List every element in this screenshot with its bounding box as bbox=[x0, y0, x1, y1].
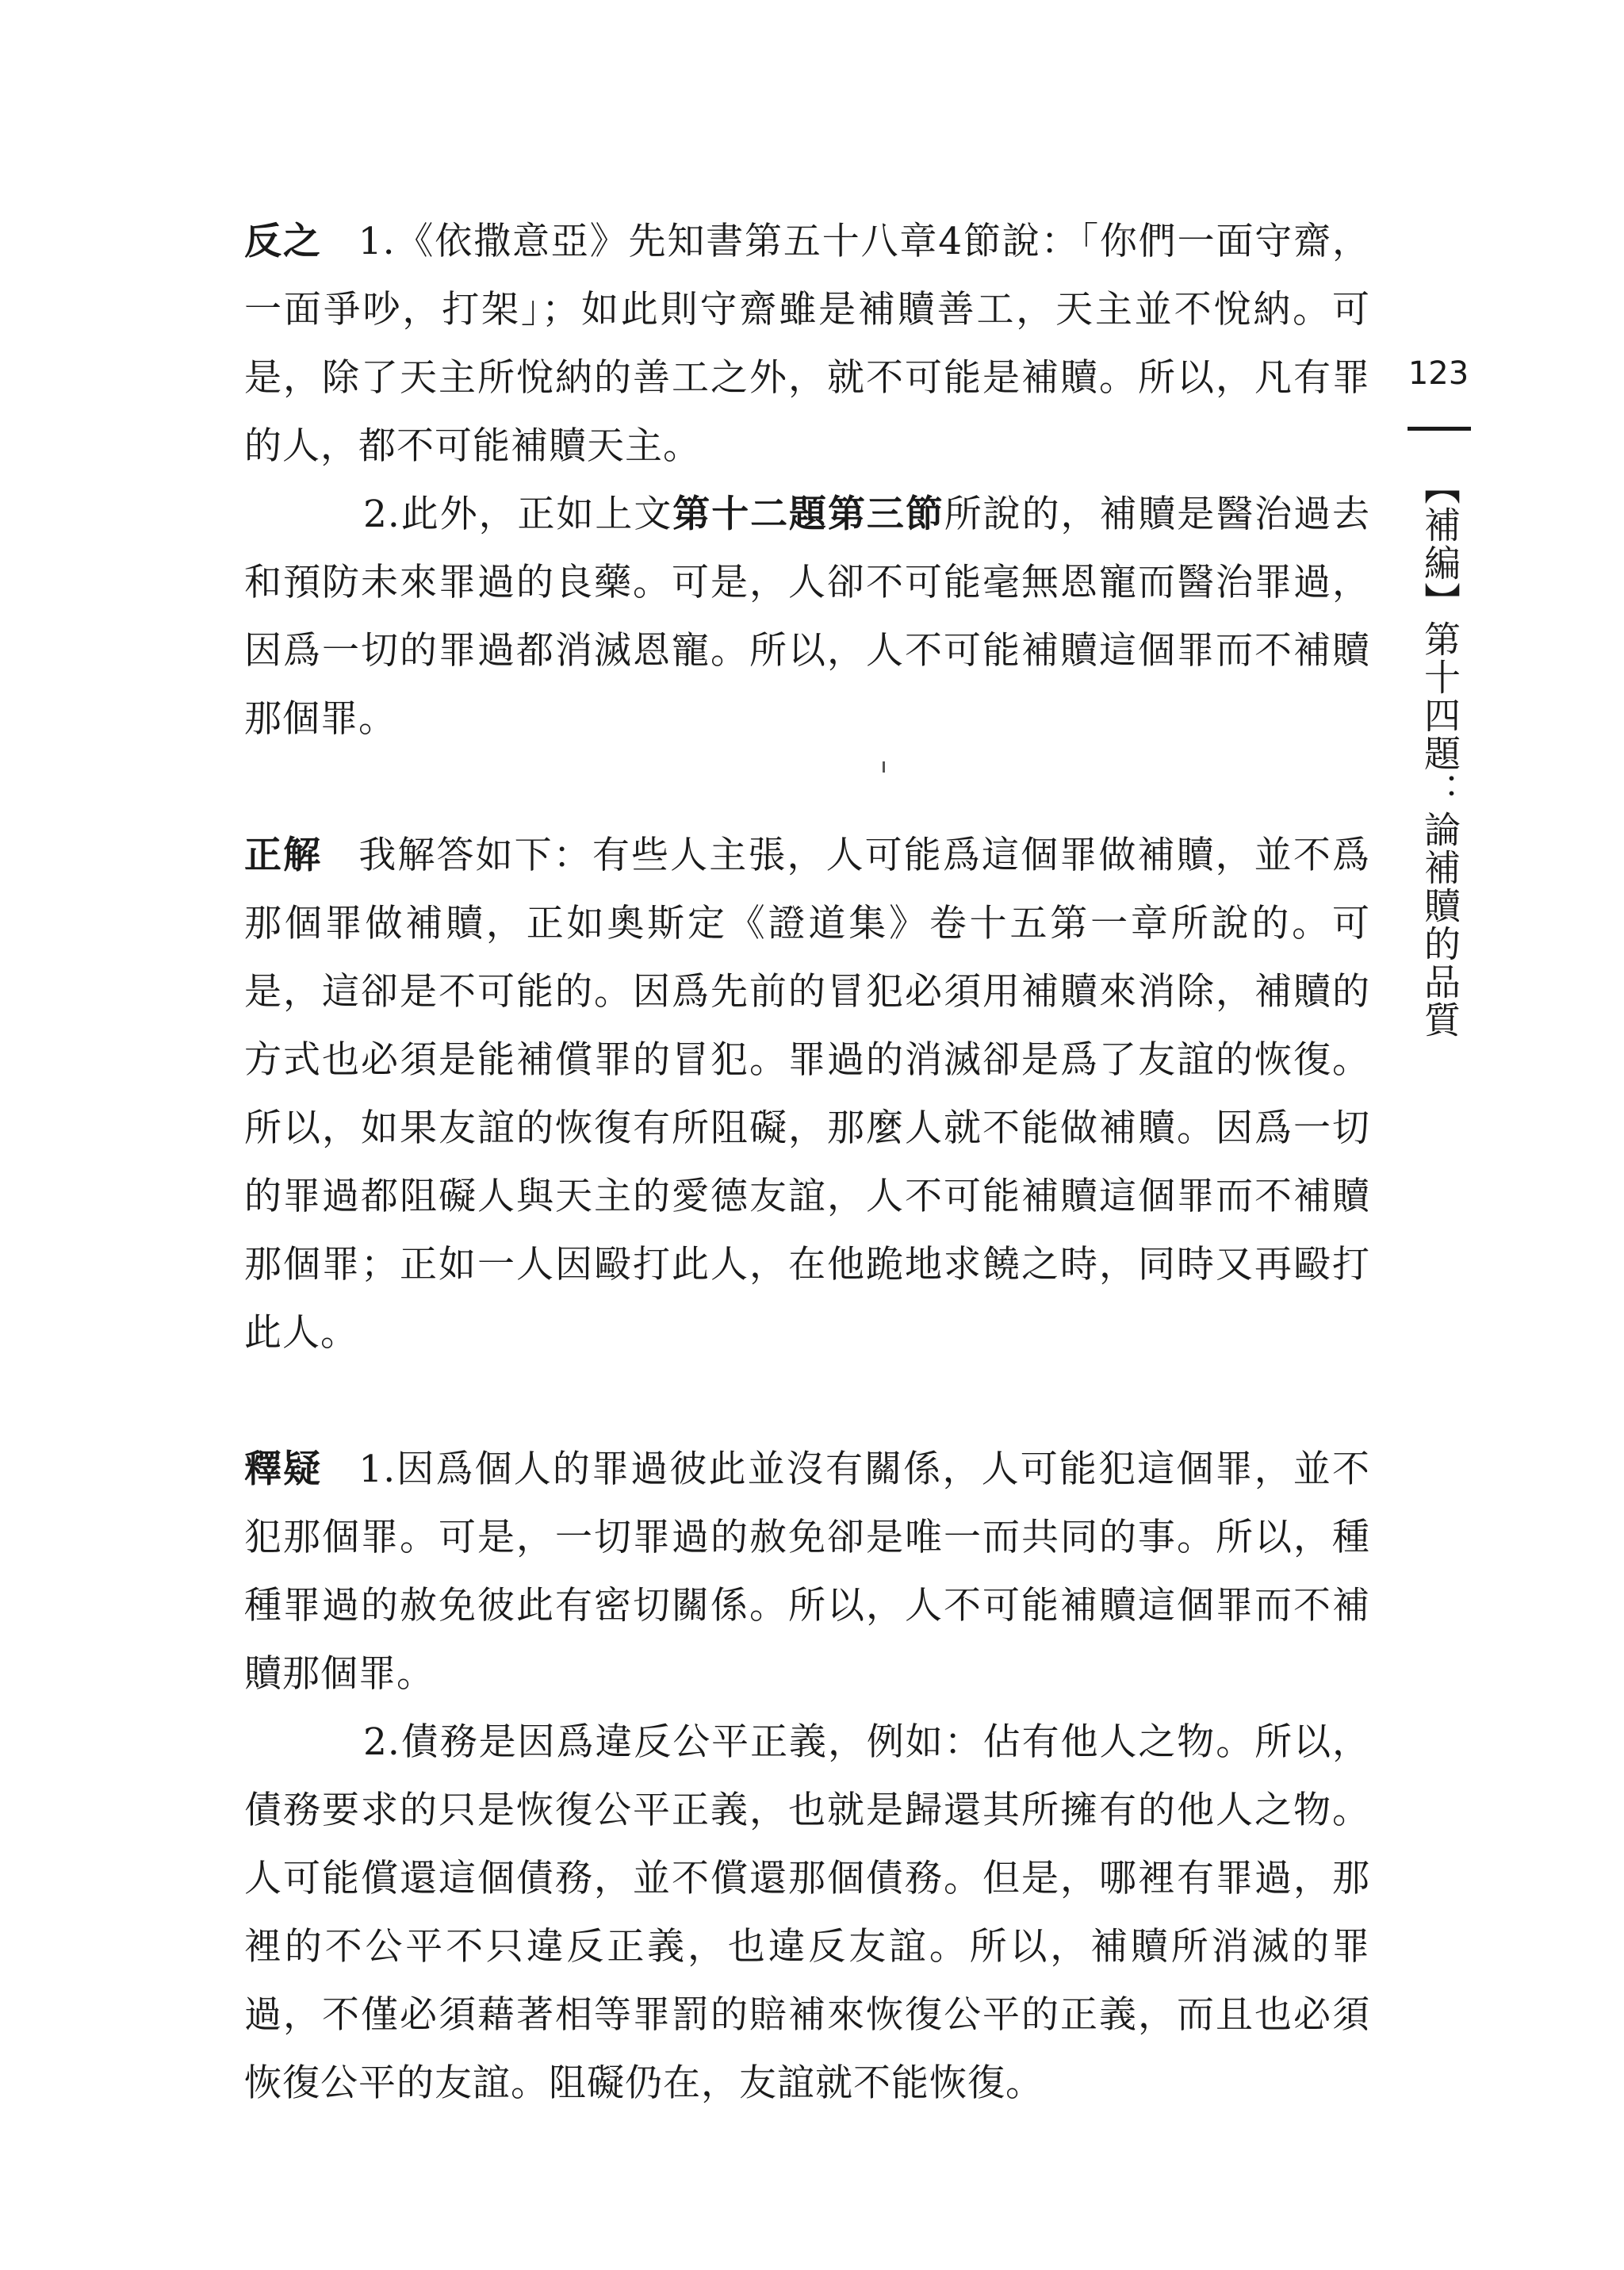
page-number: 123 bbox=[1408, 355, 1469, 392]
section-label-objection: 反之 bbox=[244, 220, 322, 263]
objection-text-2b: 所說的，補贖是醫治過去和預防未來罪過的良藥。可是，人卻不可能毫無恩寵而醫治罪過，因爲一切的罪過都消滅恩寵。所以，人不可能補贖這個罪而不補贖那個罪。 bbox=[244, 493, 1371, 741]
answer-text: 我解答如下：有些人主張，人可能爲這個罪做補贖，並不爲那個罪做補贖，正如奧斯定《證道集》卷十五第一章所說的。可是，這卻是不可能的。因爲先前的冒犯必須用補贖來消除，補贖的方式也必須是能補償罪的冒犯。罪過的消滅卻是爲了友誼的恢復。所以，如果友誼的恢復有所阻礙，那麼人就不能做補贖。因爲一切的罪過都阻礙人與天主的愛德友誼，人不可能補贖這個罪而不補贖那個罪；正如一人因毆打此人，在他跪地求饒之時，同時又再毆打此人。 bbox=[244, 834, 1371, 1355]
header-rule bbox=[1408, 427, 1471, 431]
body-text bbox=[244, 208, 1370, 2118]
objection-text-2a: 2.此外，正如上文 bbox=[363, 493, 673, 536]
reply-paragraph-1 bbox=[244, 1436, 1370, 1708]
section-gap bbox=[244, 753, 1370, 822]
section-label-reply: 釋疑 bbox=[244, 1448, 323, 1491]
section-label-answer: 正解 bbox=[244, 834, 323, 877]
running-head: 【補編】第十四題：論補贖的品質 bbox=[1419, 468, 1461, 1039]
objection-paragraph-1 bbox=[244, 208, 1370, 481]
reply-text-1: 1.因爲個人的罪過彼此並沒有關係，人可能犯這個罪，並不犯那個罪。可是，一切罪過的赦免卻是唯一而共同的事。所以，種種罪過的赦免彼此有密切關係。所以，人不可能補贖這個罪而不補贖那個罪。 bbox=[244, 1448, 1371, 1696]
reply-paragraph-2 bbox=[244, 1708, 1370, 2118]
answer-paragraph bbox=[244, 822, 1370, 1367]
reply-text-2: 2.債務是因爲違反公平正義，例如：佔有他人之物。所以，債務要求的只是恢復公平正義，也就是歸還其所擁有的他人之物。人可能償還這個債務，並不償還那個債務。但是，哪裡有罪過，那裡的不公平不只違反正義，也違反友誼。所以，補贖所消滅的罪過，不僅必須藉著相等罪罰的賠補來恢復公平的正義，而且也必須恢復公平的友誼。阻礙仍在，友誼就不能恢復。 bbox=[244, 1720, 1370, 2105]
objection-reference: 第十二題第三節 bbox=[672, 493, 944, 536]
objection-paragraph-2 bbox=[244, 481, 1370, 753]
objection-text-1: 1.《依撒意亞》先知書第五十八章4節說：「你們一面守齋，一面爭吵，打架」；如此則守齋雖是補贖善工，天主並不悅納。可是，除了天主所悅納的善工之外，就不可能是補贖。所以，凡有罪的人，都不可能補贖天主。 bbox=[244, 220, 1371, 468]
section-gap bbox=[244, 1367, 1370, 1436]
